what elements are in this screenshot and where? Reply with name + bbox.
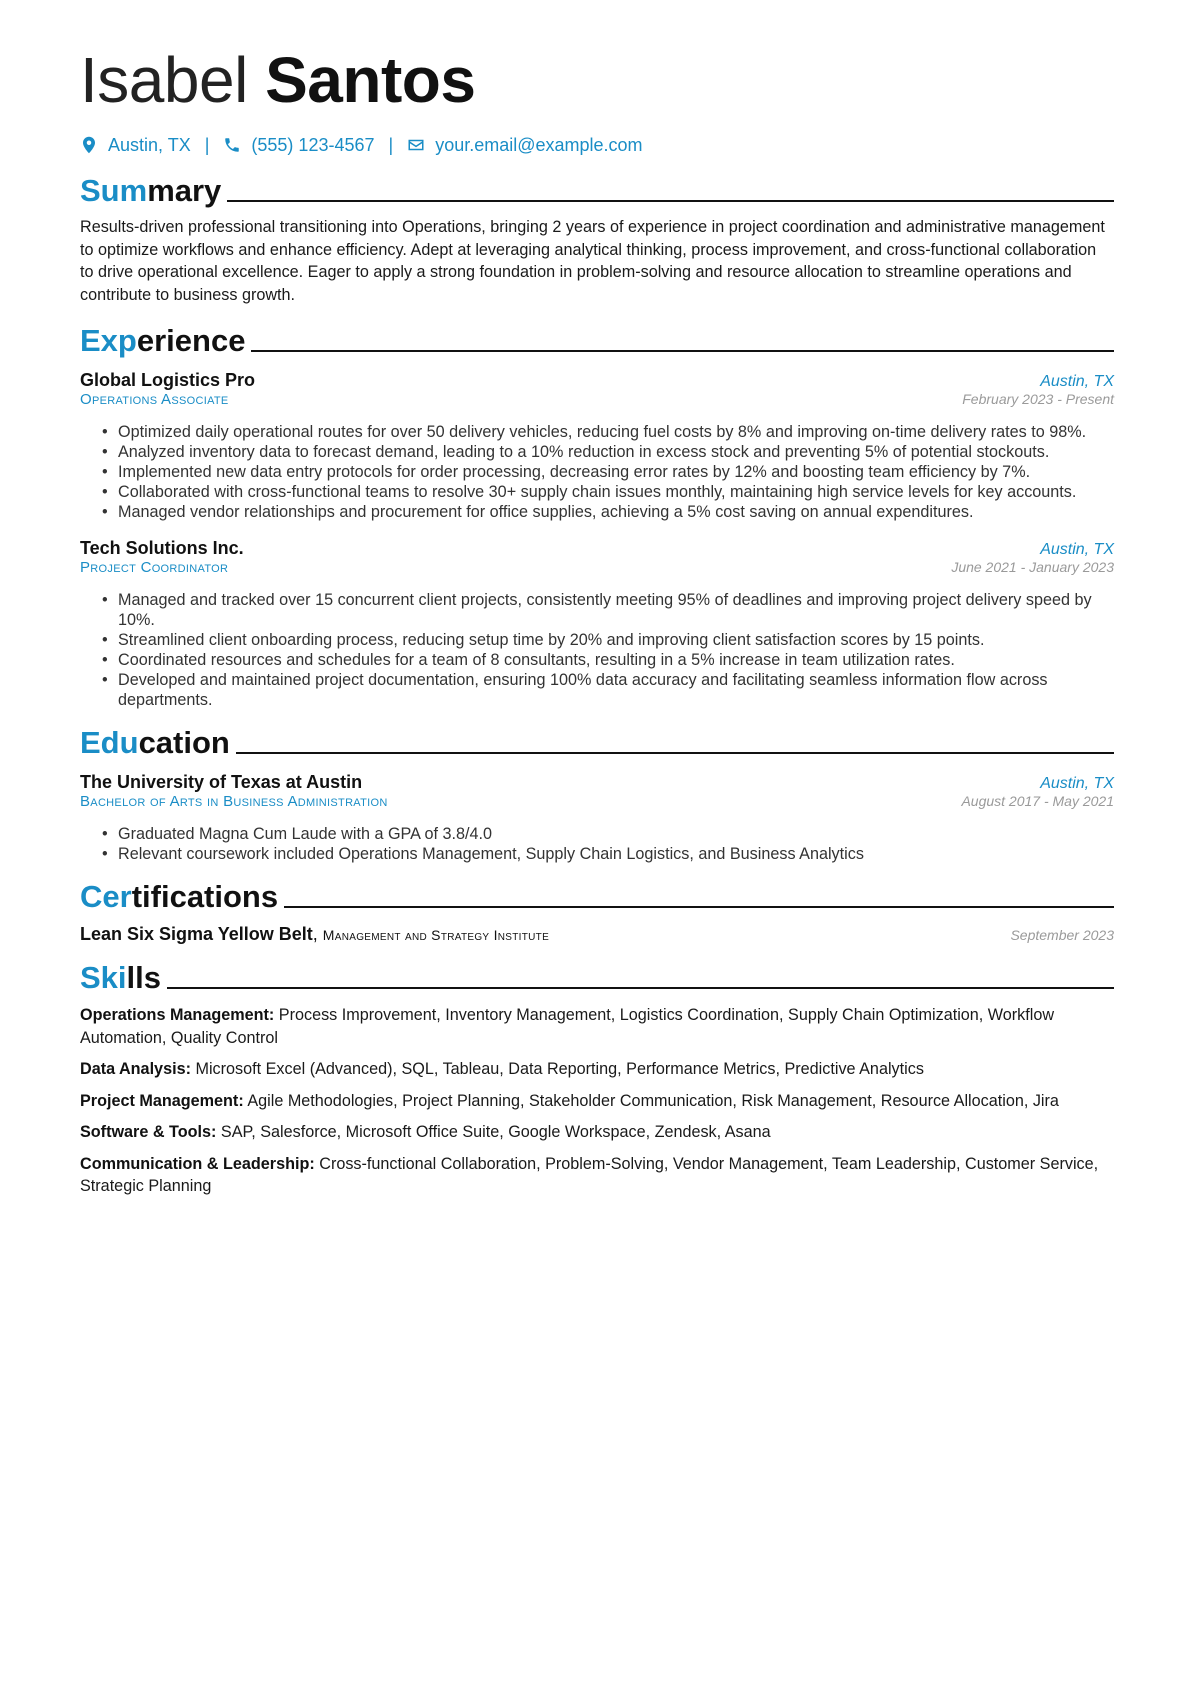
education-entry: [80, 772, 1114, 864]
education-dates: August 2017 - May 2021: [961, 793, 1114, 809]
candidate-name: [80, 44, 1114, 116]
school-name: The University of Texas at Austin: [80, 772, 363, 792]
contact-phone[interactable]: [223, 135, 374, 156]
section-rule: [284, 906, 1114, 908]
phone-icon: [223, 136, 241, 154]
title-rest: tifications: [131, 879, 279, 914]
list-item: • Implemented new data entry protocols for order processing, decreasing error rates by 12% and boosting team efficiency by 7%.: [118, 462, 1114, 482]
skill-line: [80, 1153, 1114, 1198]
company-name: Tech Solutions Inc.: [80, 538, 244, 558]
list-item: • Streamlined client onboarding process, reducing setup time by 20% and improving client satisfaction scores by 15 points.: [118, 630, 1114, 650]
title-accent: Edu: [80, 725, 139, 760]
skill-line: [80, 1058, 1114, 1081]
summary-text: Results-driven professional transitioning into Operations, bringing 2 years of experience in project coordination and administrative management to optimize workflows and enhance efficiency. Adept at leveraging analytical thinking, process improvement, and cross-functional collaboration to drive operational excellence. Eager to apply a strong foundation in problem-solving and resource allocation to streamline operations and contribute to business growth.: [80, 218, 1105, 304]
job-title: Operations Associate: [80, 391, 229, 408]
title-rest: erience: [136, 323, 246, 358]
experience-entry: [80, 370, 1114, 522]
section-title-summary: [80, 170, 1114, 208]
email-text: your.email@example.com: [435, 134, 643, 155]
list-item: • Collaborated with cross-functional teams to resolve 30+ supply chain issues monthly, maintaining high service levels for key accounts.: [118, 482, 1114, 502]
certification-date: September 2023: [1010, 927, 1114, 943]
title-accent: Cer: [80, 879, 132, 914]
skill-values: Cross-functional Collaboration, Problem-Solving, Vendor Management, Team Leadership, Customer Service, Strategic Planning: [80, 1154, 1099, 1195]
section-title-experience: [80, 320, 1114, 358]
job-location: Austin, TX: [1040, 373, 1114, 390]
company-name: Global Logistics Pro: [80, 370, 256, 390]
job-bullets: [80, 590, 1114, 710]
degree: Bachelor of Arts in Business Administration: [80, 793, 388, 810]
title-rest: mary: [147, 173, 222, 208]
list-item: • Developed and maintained project documentation, ensuring 100% data accuracy and facilitating seamless information flow across departments.: [118, 670, 1114, 710]
skill-category: Data Analysis:: [80, 1060, 191, 1078]
title-rest: lls: [126, 960, 161, 995]
first-name: Isabel: [80, 44, 248, 116]
envelope-icon: [407, 136, 425, 154]
section-rule: [236, 752, 1114, 754]
education-bullets: [80, 824, 1114, 864]
job-dates: June 2021 - January 2023: [951, 559, 1114, 575]
phone-text: (555) 123-4567: [251, 134, 375, 155]
list-item: • Graduated Magna Cum Laude with a GPA of 3.8/4.0: [118, 824, 1114, 844]
skill-line: [80, 1121, 1114, 1144]
job-location: Austin, TX: [1040, 541, 1114, 558]
section-title-skills: [80, 957, 1114, 995]
section-title-education: [80, 722, 1114, 760]
contact-email[interactable]: [407, 135, 642, 156]
job-dates: February 2023 - Present: [962, 391, 1114, 407]
map-marker-icon: [80, 136, 98, 154]
contact-bar: [80, 132, 1114, 158]
title-rest: cation: [138, 725, 230, 760]
skill-category: Project Management:: [80, 1091, 244, 1110]
skill-category: Operations Management:: [80, 1006, 275, 1024]
skill-values: SAP, Salesforce, Microsoft Office Suite, Google Workspace, Zendesk, Asana: [220, 1123, 771, 1141]
title-accent: Exp: [80, 323, 137, 358]
school-location: Austin, TX: [1040, 775, 1114, 792]
section-rule: [227, 200, 1114, 202]
job-title: Project Coordinator: [80, 559, 229, 576]
location-text: Austin, TX: [108, 134, 191, 155]
skill-line: [80, 1004, 1114, 1049]
contact-location: [80, 135, 191, 156]
section-rule: [251, 350, 1114, 352]
last-name: Santos: [265, 44, 476, 116]
list-item: • Managed and tracked over 15 concurrent client projects, consistently meeting 95% of deadlines and improving project delivery speed by 10%.: [118, 590, 1114, 630]
job-bullets: [80, 422, 1114, 522]
skill-category: Communication & Leadership:: [80, 1154, 315, 1173]
section-rule: [167, 987, 1114, 989]
list-item: • Optimized daily operational routes for over 50 delivery vehicles, reducing fuel costs by 8% and improving on-time delivery rates to 98%.: [118, 422, 1114, 442]
skill-values: Process Improvement, Inventory Management, Logistics Coordination, Supply Chain Optimization, Workflow Automation, Quality Control: [80, 1006, 1055, 1047]
contact-separator: |: [388, 134, 394, 155]
section-title-certifications: [80, 876, 1114, 914]
list-item: • Analyzed inventory data to forecast demand, leading to a 10% reduction in excess stock and preventing 5% of potential stockouts.: [118, 442, 1114, 462]
skill-values: Microsoft Excel (Advanced), SQL, Tableau, Data Reporting, Performance Metrics, Predictive Analytics: [195, 1060, 924, 1078]
certification-name: Lean Six Sigma Yellow Belt: [80, 924, 313, 944]
skill-category: Software & Tools:: [80, 1123, 217, 1141]
skill-values: Agile Methodologies, Project Planning, Stakeholder Communication, Risk Management, Resource Allocation, Jira: [247, 1091, 1059, 1110]
list-item: • Coordinated resources and schedules for a team of 8 consultants, resulting in a 5% increase in team utilization rates.: [118, 650, 1114, 670]
skill-line: [80, 1090, 1114, 1113]
list-item: • Relevant coursework included Operations Management, Supply Chain Logistics, and Business Analytics: [118, 844, 1114, 864]
title-accent: Sum: [80, 173, 148, 208]
contact-separator: |: [204, 134, 210, 155]
experience-entry: [80, 538, 1114, 710]
certification-entry: Lean Six Sigma Yellow Belt, Management and Strategy Institute September 2023: [80, 924, 1114, 944]
certification-issuer: Management and Strategy Institute: [322, 927, 550, 943]
title-accent: Ski: [80, 960, 127, 995]
list-item: • Managed vendor relationships and procurement for office supplies, achieving a 5% cost saving on annual expenditures.: [118, 502, 1114, 522]
